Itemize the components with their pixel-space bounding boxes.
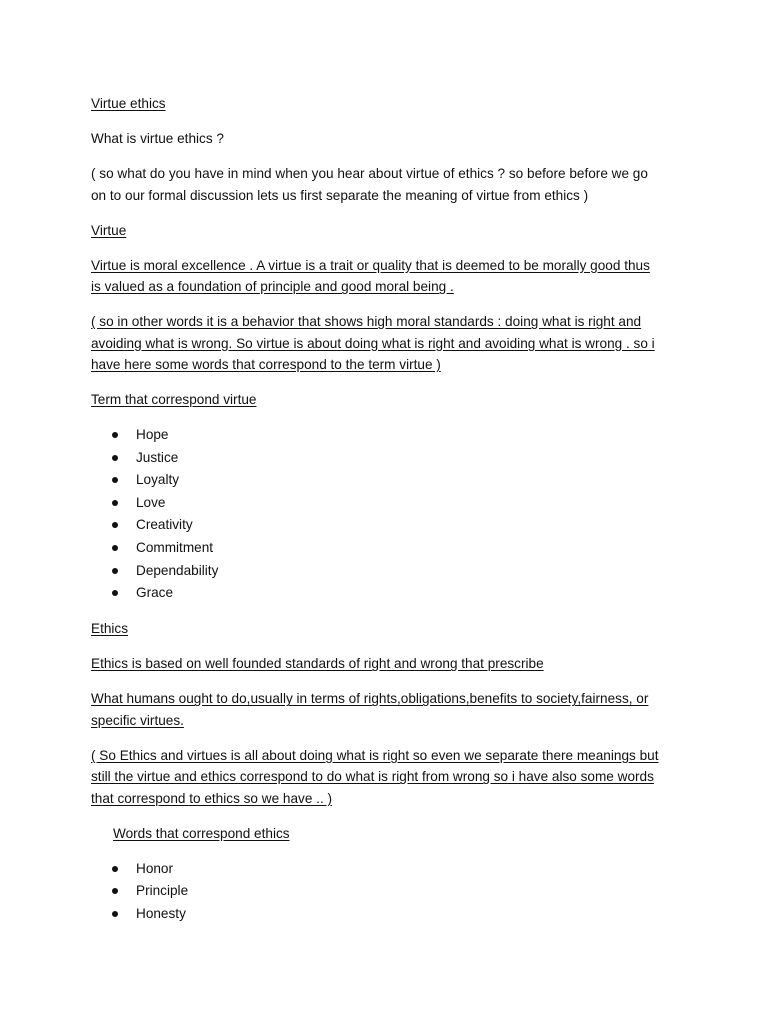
bullet-icon [112, 911, 118, 917]
list-item [91, 469, 681, 492]
ethics-explanation-line: ( So Ethics and virtues is all about doing what is right so even we separate there meanings but [91, 747, 659, 763]
ethics-explanation [91, 745, 681, 810]
list-item [91, 424, 681, 447]
list-item-text: Dependability [136, 562, 219, 578]
list-item [91, 858, 681, 881]
list-item [91, 537, 681, 560]
question-line: What is virtue ethics ? [91, 131, 224, 146]
ethics-definition: Ethics is based on well founded standards of right and wrong that prescribe [91, 656, 544, 672]
virtue-definition-line: is valued as a foundation of principle and good moral being . [91, 279, 454, 294]
list-item-text: Love [136, 494, 166, 510]
virtue-explanation [91, 311, 681, 376]
list-item-text: Creativity [136, 517, 193, 533]
intro-line: on to our formal discussion lets us first separate the meaning of virtue from ethics ) [91, 187, 589, 203]
bullet-icon [112, 888, 118, 894]
list-item [91, 492, 681, 515]
bullet-icon [112, 545, 118, 551]
virtue-explanation-line: ( so in other words it is a behavior that shows high moral standards : doing what is right and [91, 314, 642, 329]
virtue-terms-heading: Term that correspond virtue [91, 392, 257, 407]
ethics-explanation-line: that correspond to ethics so we have .. ) [91, 790, 333, 806]
virtue-explanation-line: have here some words that correspond to the term virtue ) [91, 357, 441, 372]
virtue-definition-line: Virtue is moral excellence . A virtue is a trait or quality that is deemed to be morally good thus [91, 257, 650, 273]
bullet-icon [112, 590, 118, 596]
bullet-icon [112, 866, 118, 872]
ethics-humans-line: specific virtues. [91, 712, 184, 728]
virtue-terms-list [91, 424, 681, 605]
ethics-humans-line: What humans ought to do,usually in terms of rights,obligations,benefits to society,fairness, or [91, 691, 649, 707]
list-item [91, 903, 681, 926]
virtue-heading: Virtue [91, 222, 127, 238]
list-item-text: Honesty [136, 905, 186, 921]
document-content [91, 93, 681, 939]
list-item-text: Hope [136, 427, 169, 442]
bullet-icon [112, 568, 118, 574]
ethics-humans-paragraph [91, 688, 681, 731]
list-item-text: Justice [136, 449, 179, 465]
document-title: Virtue ethics [91, 96, 166, 111]
list-item-text: Grace [136, 585, 174, 601]
ethics-terms-list [91, 858, 681, 926]
list-item [91, 582, 681, 605]
ethics-terms-heading: Words that correspond ethics [113, 825, 290, 841]
ethics-explanation-line: still the virtue and ethics correspond to do what is right from wrong so i have also some words [91, 769, 654, 785]
intro-line: ( so what do you have in mind when you hear about virtue of ethics ? so before before we go [91, 166, 648, 181]
list-item [91, 514, 681, 537]
list-item [91, 560, 681, 583]
list-item-text: Commitment [136, 539, 214, 555]
virtue-explanation-line: avoiding what is wrong. So virtue is about doing what is right and avoiding what is wrong . so i [91, 335, 655, 351]
ethics-heading: Ethics [91, 621, 129, 637]
intro-paragraph [91, 163, 681, 206]
list-item-text: Loyalty [136, 472, 180, 488]
list-item-text: Honor [136, 860, 174, 876]
bullet-icon [112, 477, 118, 483]
bullet-icon [112, 500, 118, 506]
list-item [91, 447, 681, 470]
bullet-icon [112, 522, 118, 528]
list-item [91, 880, 681, 903]
virtue-definition [91, 255, 681, 298]
list-item-text: Principle [136, 883, 189, 899]
bullet-icon [112, 455, 118, 461]
bullet-icon [112, 432, 118, 438]
